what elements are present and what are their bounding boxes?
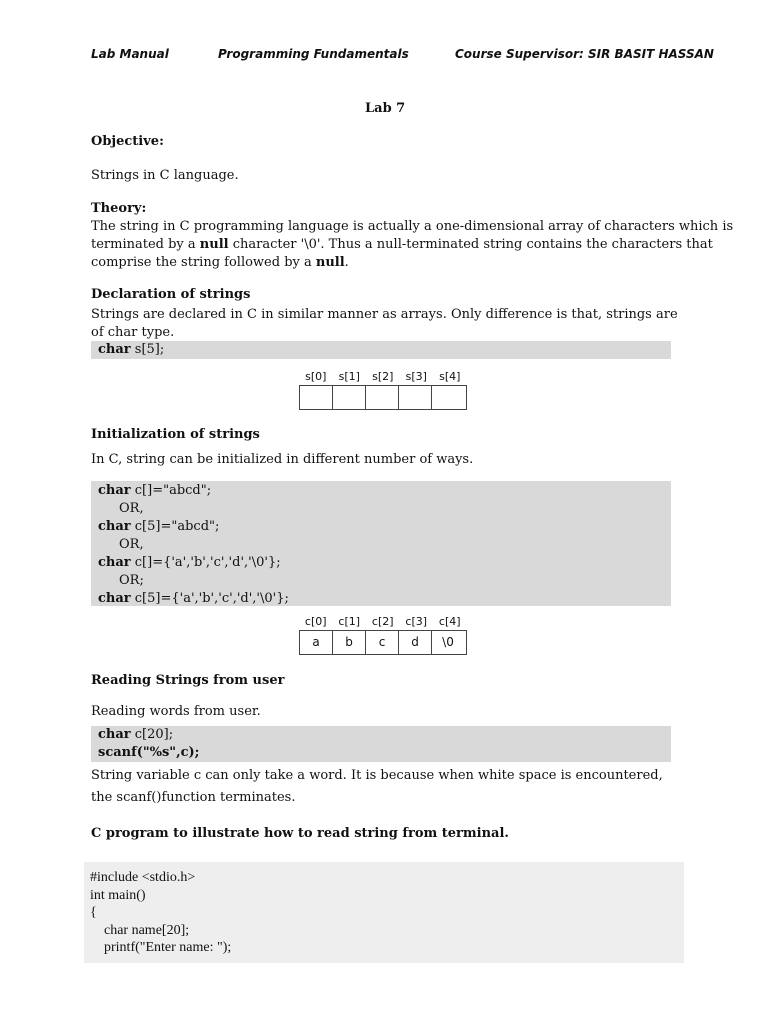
page-title: Lab 7 [365,101,406,116]
declaration-line-1: Strings are declared in C in similar manner as arrays. Only difference is that, strings are [91,307,678,322]
code-text: c[5]="abcd"; [130,519,220,534]
theory-text: . [344,255,349,270]
array-label: s[4] [439,370,461,383]
array-label: c[1] [338,615,361,628]
array-cell: \0 [442,635,454,649]
theory-text: character '\0'. Thus a null-terminated string contains the characters that [228,237,713,252]
theory-line-2 [91,236,713,254]
code-line [91,518,671,536]
code-line: scanf("%s",c); [98,745,200,760]
initialization-text: In C, string can be initialized in different number of ways. [91,452,474,467]
array-label: s[2] [372,370,394,383]
array-cell [399,386,432,409]
theory-null-bold: null [199,237,229,252]
program-code-block [84,862,684,963]
initialization-heading: Initialization of strings [91,427,260,442]
code-line: int main() [90,887,146,903]
reading-text: Reading words from user. [91,704,261,719]
array-diagram-c [299,615,467,655]
theory-text: terminated by a [91,237,200,252]
code-or: OR, [119,501,144,516]
theory-text: comprise the string followed by a [91,255,316,270]
array-label: c[3] [405,615,428,628]
code-line: { [90,905,97,920]
array-label: c[2] [371,615,394,628]
reading-code-block [91,726,671,762]
array-label: s[3] [405,370,427,383]
code-keyword: char [98,483,131,498]
array-diagram-s [299,370,467,410]
code-text: c[5]={'a','b','c','d','\0'}; [130,591,289,606]
array-cell [432,386,464,409]
header-course-name: Programming Fundamentals [218,47,409,61]
code-keyword: char [98,591,131,606]
array-cell: a [300,631,333,654]
theory-heading: Theory: [91,201,147,216]
theory-line-3 [91,254,349,272]
code-text: s[5]; [130,342,165,357]
array-label: c[4] [438,615,461,628]
header-supervisor: Course Supervisor: SIR BASIT HASSAN [455,47,714,61]
theory-null-bold: null [315,255,345,270]
objective-text: Strings in C language. [91,168,239,183]
declaration-heading: Declaration of strings [91,287,251,302]
code-keyword: char [98,519,131,534]
code-text: c[20]; [130,727,174,742]
code-or: OR; [119,573,144,588]
theory-line-1: The string in C programming language is actually a one-dimensional array of characters which is [91,219,734,234]
array-label: s[1] [338,370,360,383]
code-text: c[]={'a','b','c','d','\0'}; [130,555,281,570]
reading-note-2: the scanf()function terminates. [91,790,296,805]
code-text: c[]="abcd"; [130,483,212,498]
code-or: OR, [119,537,144,552]
code-line: char name[20]; [90,922,190,938]
reading-heading: Reading Strings from user [91,673,285,688]
array-cell: c [366,631,399,654]
initialization-code-block [91,481,671,606]
code-line: printf("Enter name: "); [90,940,232,955]
array-label: s[0] [305,370,327,383]
code-keyword: char [98,727,131,742]
array-cell [366,386,399,409]
array-cell [333,386,366,409]
program-heading: C program to illustrate how to read string from terminal. [91,826,509,841]
code-line: #include <stdio.h> [90,870,196,885]
code-line [91,590,671,608]
code-line [91,341,671,359]
array-cell: d [399,631,432,654]
header-lab-manual: Lab Manual [91,47,169,61]
code-keyword: char [98,555,131,570]
objective-heading: Objective: [91,134,164,149]
array-label: c[0] [304,615,327,628]
code-keyword: char [98,342,131,357]
declaration-line-2: of char type. [91,325,175,340]
array-cell: b [333,631,366,654]
reading-note-1: String variable c can only take a word. It is because when white space is encountered, [91,768,663,783]
array-cell [300,386,333,409]
code-line [91,554,671,572]
code-line [91,482,671,500]
code-line [91,726,671,744]
declaration-code-block [91,341,671,359]
